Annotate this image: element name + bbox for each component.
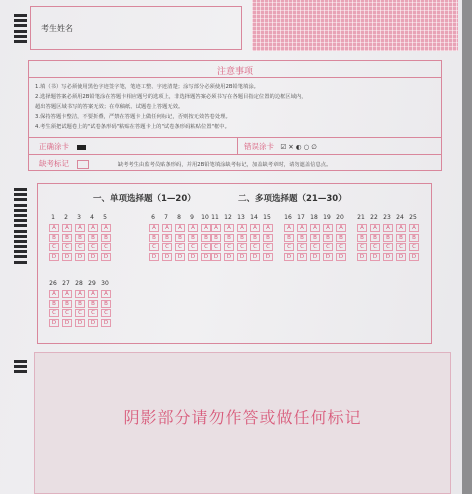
bubble-q11-a[interactable]: A <box>211 224 221 232</box>
question-number-30: 30 <box>101 280 109 287</box>
bubble-q19-a[interactable]: A <box>323 224 333 232</box>
bubble-q21-a[interactable]: A <box>357 224 367 232</box>
notice-line-1: 1.填（书）写必须使用黑色字迹签字笔，笔迹工整、字迹清楚；涂写部分必须使用2B铅笔填涂。 <box>35 84 259 90</box>
bubble-q7-c[interactable]: C <box>162 243 172 251</box>
question-number-10: 10 <box>201 214 209 221</box>
correct-fill-row <box>39 141 86 152</box>
bubble-q14-d[interactable]: D <box>250 253 260 261</box>
question-number-23: 23 <box>383 214 391 221</box>
bubble-q15-c[interactable]: C <box>263 243 273 251</box>
bubble-q13-b[interactable]: B <box>237 234 247 242</box>
bubble-q6-d[interactable]: D <box>149 253 159 261</box>
bubble-q1-a[interactable]: A <box>49 224 59 232</box>
question-number-28: 28 <box>75 280 83 287</box>
question-number-15: 15 <box>263 214 271 221</box>
bubble-q19-b[interactable]: B <box>323 234 333 242</box>
bubble-q17-d[interactable]: D <box>297 253 307 261</box>
bubble-q22-c[interactable]: C <box>370 243 380 251</box>
bubble-q30-b[interactable]: B <box>101 300 111 308</box>
bubble-q14-b[interactable]: B <box>250 234 260 242</box>
wrong-fill-samples: ☑ ✕ ◐ ○ ∅ <box>280 143 317 151</box>
bubble-q13-a[interactable]: A <box>237 224 247 232</box>
question-number-4: 4 <box>90 214 94 221</box>
question-number-13: 13 <box>237 214 245 221</box>
filled-bubble-icon <box>77 145 86 150</box>
notice-divider-2 <box>29 154 441 155</box>
bubble-q17-b[interactable]: B <box>297 234 307 242</box>
question-number-19: 19 <box>323 214 331 221</box>
bubble-q3-a[interactable]: A <box>75 224 85 232</box>
bubble-q1-c[interactable]: C <box>49 243 59 251</box>
wrong-fill-row <box>244 141 317 152</box>
bubble-q28-b[interactable]: B <box>75 300 85 308</box>
bubble-q14-c[interactable]: C <box>250 243 260 251</box>
bubble-q12-a[interactable]: A <box>224 224 234 232</box>
bubble-q8-b[interactable]: B <box>175 234 185 242</box>
question-number-16: 16 <box>284 214 292 221</box>
bubble-q28-a[interactable]: A <box>75 290 85 298</box>
bubble-q4-c[interactable]: C <box>88 243 98 251</box>
bubble-q2-c[interactable]: C <box>62 243 72 251</box>
bubble-q3-d[interactable]: D <box>75 253 85 261</box>
section1-title: 一、单项选择题（1—20） <box>93 194 196 204</box>
bubble-q26-d[interactable]: D <box>49 319 59 327</box>
question-number-12: 12 <box>224 214 232 221</box>
notice-line-4: 3.保持答题卡整洁，不要折叠，严禁在答题卡上做任何标记，否则按无效答卷处理。 <box>35 114 231 120</box>
correct-fill-label: 正确涂卡 <box>39 142 69 151</box>
absent-row <box>39 158 331 169</box>
bubble-q9-a[interactable]: A <box>188 224 198 232</box>
bubble-q30-d[interactable]: D <box>101 319 111 327</box>
bubble-q12-c[interactable]: C <box>224 243 234 251</box>
bubble-q27-a[interactable]: A <box>62 290 72 298</box>
bubble-q17-a[interactable]: A <box>297 224 307 232</box>
notice-vdivider <box>237 137 238 154</box>
bubble-q16-d[interactable]: D <box>284 253 294 261</box>
bubble-q24-b[interactable]: B <box>396 234 406 242</box>
bubble-q21-b[interactable]: B <box>357 234 367 242</box>
bubble-q24-d[interactable]: D <box>396 253 406 261</box>
bubble-q29-c[interactable]: C <box>88 309 98 317</box>
question-number-21: 21 <box>357 214 365 221</box>
bubble-q21-c[interactable]: C <box>357 243 367 251</box>
bubble-q26-b[interactable]: B <box>49 300 59 308</box>
bubble-q1-d[interactable]: D <box>49 253 59 261</box>
bubble-q22-b[interactable]: B <box>370 234 380 242</box>
bubble-q10-c[interactable]: C <box>201 243 211 251</box>
bubble-q21-d[interactable]: D <box>357 253 367 261</box>
bubble-q9-d[interactable]: D <box>188 253 198 261</box>
bubble-q27-c[interactable]: C <box>62 309 72 317</box>
bubble-q10-a[interactable]: A <box>201 224 211 232</box>
bubble-q10-d[interactable]: D <box>201 253 211 261</box>
question-number-8: 8 <box>177 214 181 221</box>
bubble-q1-b[interactable]: B <box>49 234 59 242</box>
bubble-q28-d[interactable]: D <box>75 319 85 327</box>
bubble-q26-c[interactable]: C <box>49 309 59 317</box>
bubble-q7-a[interactable]: A <box>162 224 172 232</box>
shaded-no-answer-area <box>34 352 451 494</box>
bubble-q26-a[interactable]: A <box>49 290 59 298</box>
bubble-q5-a[interactable]: A <box>101 224 111 232</box>
notice-rule <box>29 77 441 78</box>
bubble-q9-b[interactable]: B <box>188 234 198 242</box>
bubble-q11-d[interactable]: D <box>211 253 221 261</box>
bubble-q18-b[interactable]: B <box>310 234 320 242</box>
bubble-q25-c[interactable]: C <box>409 243 419 251</box>
question-number-17: 17 <box>297 214 305 221</box>
bubble-q29-d[interactable]: D <box>88 319 98 327</box>
bubble-q20-d[interactable]: D <box>336 253 346 261</box>
bubble-q30-a[interactable]: A <box>101 290 111 298</box>
question-number-29: 29 <box>88 280 96 287</box>
question-number-14: 14 <box>250 214 258 221</box>
question-number-2: 2 <box>64 214 68 221</box>
notice-line-5: 4.考生须把试题卷上的"试卷条形码"粘贴在答题卡上的"试卷条形码粘贴位置"框中。 <box>35 124 230 130</box>
shaded-warning: 阴影部分请勿作答或做任何标记 <box>123 408 362 427</box>
bubble-q18-d[interactable]: D <box>310 253 320 261</box>
notice-box <box>28 60 442 171</box>
bubble-q15-d[interactable]: D <box>263 253 273 261</box>
bubble-q23-b[interactable]: B <box>383 234 393 242</box>
bubble-q12-b[interactable]: B <box>224 234 234 242</box>
bubble-q19-d[interactable]: D <box>323 253 333 261</box>
bubble-q30-c[interactable]: C <box>101 309 111 317</box>
question-number-7: 7 <box>164 214 168 221</box>
bubble-q11-b[interactable]: B <box>211 234 221 242</box>
name-box <box>30 6 242 50</box>
bubble-q2-b[interactable]: B <box>62 234 72 242</box>
bubble-q5-b[interactable]: B <box>101 234 111 242</box>
question-number-6: 6 <box>151 214 155 221</box>
bubble-q2-d[interactable]: D <box>62 253 72 261</box>
bubble-q23-d[interactable]: D <box>383 253 393 261</box>
bubble-q8-a[interactable]: A <box>175 224 185 232</box>
question-number-20: 20 <box>336 214 344 221</box>
bubble-q25-d[interactable]: D <box>409 253 419 261</box>
bubble-q13-c[interactable]: C <box>237 243 247 251</box>
bubble-q4-d[interactable]: D <box>88 253 98 261</box>
bubble-q17-c[interactable]: C <box>297 243 307 251</box>
bubble-q2-a[interactable]: A <box>62 224 72 232</box>
question-number-24: 24 <box>396 214 404 221</box>
absent-note: 缺考考生由监考员贴条形码，并用2B铅笔填涂缺考标记，加盖缺考章时，请勿遮盖信息点。 <box>117 162 332 168</box>
bubble-q8-d[interactable]: D <box>175 253 185 261</box>
bubble-q24-a[interactable]: A <box>396 224 406 232</box>
bubble-q27-b[interactable]: B <box>62 300 72 308</box>
timing-marks-middle <box>14 188 27 266</box>
bubble-q7-d[interactable]: D <box>162 253 172 261</box>
bubble-q20-b[interactable]: B <box>336 234 346 242</box>
bubble-q27-d[interactable]: D <box>62 319 72 327</box>
section2-title: 二、多项选择题（21—30） <box>238 194 347 204</box>
absent-checkbox[interactable] <box>77 160 89 169</box>
bubble-q16-a[interactable]: A <box>284 224 294 232</box>
bubble-q20-c[interactable]: C <box>336 243 346 251</box>
bubble-q14-a[interactable]: A <box>250 224 260 232</box>
bubble-q6-c[interactable]: C <box>149 243 159 251</box>
bubble-q9-c[interactable]: C <box>188 243 198 251</box>
question-number-11: 11 <box>211 214 219 221</box>
bubble-q16-c[interactable]: C <box>284 243 294 251</box>
bubble-q5-d[interactable]: D <box>101 253 111 261</box>
bubble-q3-c[interactable]: C <box>75 243 85 251</box>
timing-marks-top <box>14 14 27 45</box>
name-label: 考生姓名 <box>41 24 73 33</box>
timing-marks-bottom <box>14 360 27 376</box>
bubble-q13-d[interactable]: D <box>237 253 247 261</box>
wrong-fill-label: 错误涂卡 <box>244 142 274 151</box>
bubble-q16-b[interactable]: B <box>284 234 294 242</box>
question-number-25: 25 <box>409 214 417 221</box>
bubble-q18-a[interactable]: A <box>310 224 320 232</box>
question-number-3: 3 <box>77 214 81 221</box>
notice-line-3: 超出答题区域书写的答案无效；在草稿纸、试题卷上答题无效。 <box>35 104 184 110</box>
bubble-q22-a[interactable]: A <box>370 224 380 232</box>
barcode-area <box>252 0 458 51</box>
bubble-q29-a[interactable]: A <box>88 290 98 298</box>
question-number-22: 22 <box>370 214 378 221</box>
bubble-q23-c[interactable]: C <box>383 243 393 251</box>
bubble-q28-c[interactable]: C <box>75 309 85 317</box>
notice-title: 注意事项 <box>216 67 253 77</box>
question-number-5: 5 <box>103 214 107 221</box>
answer-area <box>37 183 432 344</box>
bubble-q15-a[interactable]: A <box>263 224 273 232</box>
bubble-q29-b[interactable]: B <box>88 300 98 308</box>
bubble-q3-b[interactable]: B <box>75 234 85 242</box>
question-number-27: 27 <box>62 280 70 287</box>
bubble-q24-c[interactable]: C <box>396 243 406 251</box>
notice-line-2: 2.选择题答案必须用2B铅笔涂在答题卡相应题号的选项上，非选择题答案必须书写在各题目指定位置的边框区域内， <box>35 94 307 100</box>
question-number-18: 18 <box>310 214 318 221</box>
question-number-26: 26 <box>49 280 57 287</box>
bubble-q6-a[interactable]: A <box>149 224 159 232</box>
question-number-1: 1 <box>51 214 55 221</box>
bubble-q10-b[interactable]: B <box>201 234 211 242</box>
absent-label: 缺考标记 <box>39 159 69 168</box>
bubble-q6-b[interactable]: B <box>149 234 159 242</box>
bubble-q19-c[interactable]: C <box>323 243 333 251</box>
bubble-q4-b[interactable]: B <box>88 234 98 242</box>
bubble-q7-b[interactable]: B <box>162 234 172 242</box>
bubble-q5-c[interactable]: C <box>101 243 111 251</box>
bubble-q15-b[interactable]: B <box>263 234 273 242</box>
bubble-q25-a[interactable]: A <box>409 224 419 232</box>
bubble-q12-d[interactable]: D <box>224 253 234 261</box>
bubble-q11-c[interactable]: C <box>211 243 221 251</box>
bubble-q4-a[interactable]: A <box>88 224 98 232</box>
bubble-q8-c[interactable]: C <box>175 243 185 251</box>
question-number-9: 9 <box>190 214 194 221</box>
bubble-q22-d[interactable]: D <box>370 253 380 261</box>
bubble-q18-c[interactable]: C <box>310 243 320 251</box>
bubble-q20-a[interactable]: A <box>336 224 346 232</box>
bubble-q25-b[interactable]: B <box>409 234 419 242</box>
bubble-q23-a[interactable]: A <box>383 224 393 232</box>
notice-divider-1 <box>29 137 441 138</box>
